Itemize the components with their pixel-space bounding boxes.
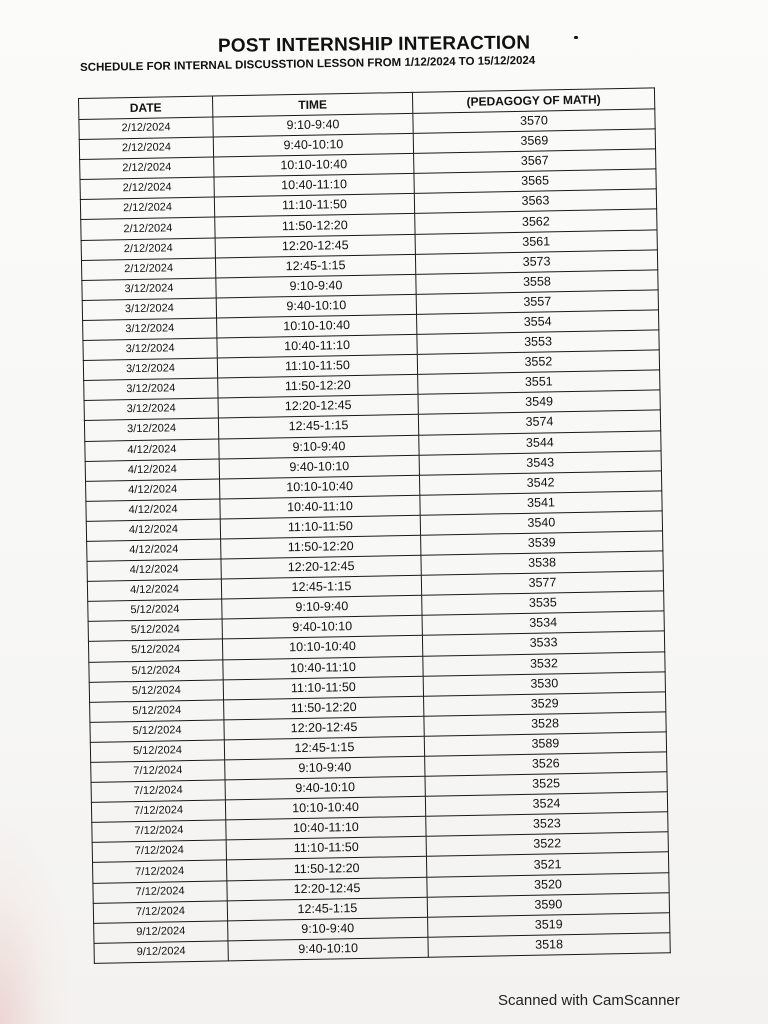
date-cell: 3/12/2024 xyxy=(83,318,217,341)
time-cell: 9:10-9:40 xyxy=(228,917,428,941)
date-cell: 7/12/2024 xyxy=(91,800,225,823)
time-cell: 12:20-12:45 xyxy=(221,555,421,579)
time-cell: 10:40-11:10 xyxy=(220,495,420,519)
date-cell: 4/12/2024 xyxy=(85,459,219,482)
time-cell: 9:10-9:40 xyxy=(222,596,422,620)
date-cell: 4/12/2024 xyxy=(87,539,221,562)
code-cell: 3539 xyxy=(421,531,663,556)
date-cell: 7/12/2024 xyxy=(93,880,227,903)
code-cell: 3569 xyxy=(413,129,655,154)
time-cell: 12:20-12:45 xyxy=(224,716,424,740)
date-cell: 7/12/2024 xyxy=(93,860,227,883)
date-cell: 3/12/2024 xyxy=(83,338,217,361)
time-cell: 12:20-12:45 xyxy=(215,234,415,258)
time-cell: 11:50-12:20 xyxy=(218,375,418,399)
code-cell: 3525 xyxy=(425,772,667,797)
date-cell: 5/12/2024 xyxy=(88,639,222,662)
date-cell: 9/12/2024 xyxy=(94,921,228,944)
code-cell: 3563 xyxy=(414,189,656,214)
code-cell: 3567 xyxy=(414,149,656,174)
schedule-table-wrapper xyxy=(78,87,671,963)
date-cell: 4/12/2024 xyxy=(86,499,220,522)
time-cell: 11:50-12:20 xyxy=(224,696,424,720)
time-cell: 9:10-9:40 xyxy=(213,113,413,137)
date-cell: 5/12/2024 xyxy=(88,619,222,642)
date-cell: 2/12/2024 xyxy=(79,117,213,140)
time-cell: 9:40-10:10 xyxy=(222,616,422,640)
header-date: DATE xyxy=(79,96,213,119)
time-cell: 9:10-9:40 xyxy=(219,435,419,459)
time-cell: 11:10-11:50 xyxy=(226,837,426,861)
code-cell: 3551 xyxy=(418,370,660,395)
code-cell: 3554 xyxy=(417,310,659,335)
date-cell: 2/12/2024 xyxy=(81,238,215,261)
date-cell: 4/12/2024 xyxy=(87,559,221,582)
date-cell: 5/12/2024 xyxy=(90,720,224,743)
time-cell: 9:40-10:10 xyxy=(213,133,413,157)
date-cell: 3/12/2024 xyxy=(83,358,217,381)
time-cell: 9:40-10:10 xyxy=(216,294,416,318)
time-cell: 11:50-12:20 xyxy=(226,857,426,881)
code-cell: 3573 xyxy=(415,250,657,275)
time-cell: 12:45-1:15 xyxy=(221,575,421,599)
date-cell: 2/12/2024 xyxy=(80,197,214,220)
ink-dot xyxy=(574,36,578,39)
document-title: POST INTERNSHIP INTERACTION xyxy=(217,32,531,57)
date-cell: 3/12/2024 xyxy=(82,298,216,321)
code-cell: 3562 xyxy=(415,209,657,234)
date-cell: 7/12/2024 xyxy=(92,820,226,843)
code-cell: 3570 xyxy=(413,109,655,134)
time-cell: 10:10-10:40 xyxy=(225,796,425,820)
code-cell: 3561 xyxy=(415,229,657,254)
schedule-table xyxy=(78,87,671,963)
code-cell: 3577 xyxy=(421,571,663,596)
time-cell: 12:45-1:15 xyxy=(218,415,418,439)
time-cell: 10:10-10:40 xyxy=(222,636,422,660)
time-cell: 11:50-12:20 xyxy=(221,535,421,559)
date-cell: 7/12/2024 xyxy=(91,760,225,783)
date-cell: 9/12/2024 xyxy=(94,941,228,964)
time-cell: 10:40-11:10 xyxy=(217,334,417,358)
date-cell: 4/12/2024 xyxy=(86,519,220,542)
time-cell: 12:20-12:45 xyxy=(218,395,418,419)
time-cell: 10:40-11:10 xyxy=(214,174,414,198)
header-time: TIME xyxy=(212,92,412,117)
code-cell: 3522 xyxy=(426,832,668,857)
time-cell: 10:40-11:10 xyxy=(226,817,426,841)
date-cell: 5/12/2024 xyxy=(90,740,224,763)
time-cell: 9:10-9:40 xyxy=(225,756,425,780)
date-cell: 2/12/2024 xyxy=(80,177,214,200)
code-cell: 3565 xyxy=(414,169,656,194)
time-cell: 9:40-10:10 xyxy=(228,937,428,961)
code-cell: 3529 xyxy=(424,692,666,717)
code-cell: 3526 xyxy=(425,752,667,777)
code-cell: 3574 xyxy=(418,410,660,435)
time-cell: 9:10-9:40 xyxy=(216,274,416,298)
code-cell: 3540 xyxy=(420,511,662,536)
date-cell: 5/12/2024 xyxy=(89,680,223,703)
code-cell: 3521 xyxy=(426,852,668,877)
time-cell: 12:20-12:45 xyxy=(227,877,427,901)
code-cell: 3553 xyxy=(417,330,659,355)
time-cell: 10:10-10:40 xyxy=(217,314,417,338)
date-cell: 3/12/2024 xyxy=(84,418,218,441)
code-cell: 3534 xyxy=(422,611,664,636)
date-cell: 2/12/2024 xyxy=(80,157,214,180)
code-cell: 3549 xyxy=(418,390,660,415)
time-cell: 11:10-11:50 xyxy=(220,515,420,539)
time-cell: 11:10-11:50 xyxy=(214,194,414,218)
date-cell: 2/12/2024 xyxy=(81,258,215,281)
code-cell: 3520 xyxy=(427,872,669,897)
date-cell: 4/12/2024 xyxy=(87,579,221,602)
time-cell: 11:10-11:50 xyxy=(223,676,423,700)
date-cell: 2/12/2024 xyxy=(81,217,215,240)
time-cell: 12:45-1:15 xyxy=(224,736,424,760)
date-cell: 5/12/2024 xyxy=(88,599,222,622)
date-cell: 5/12/2024 xyxy=(90,700,224,723)
time-cell: 9:40-10:10 xyxy=(225,776,425,800)
code-cell: 3542 xyxy=(419,471,661,496)
header-pedagogy: (PEDAGOGY OF MATH) xyxy=(412,88,654,113)
code-cell: 3528 xyxy=(424,712,666,737)
date-cell: 5/12/2024 xyxy=(89,659,223,682)
code-cell: 3538 xyxy=(421,551,663,576)
code-cell: 3533 xyxy=(422,631,664,656)
code-cell: 3543 xyxy=(419,450,661,475)
time-cell: 11:50-12:20 xyxy=(215,214,415,238)
time-cell: 9:40-10:10 xyxy=(219,455,419,479)
time-cell: 12:45-1:15 xyxy=(215,254,415,278)
camscanner-footer: Scanned with CamScanner xyxy=(498,992,680,1009)
date-cell: 3/12/2024 xyxy=(84,398,218,421)
time-cell: 12:45-1:15 xyxy=(227,897,427,921)
time-cell: 10:10-10:40 xyxy=(219,475,419,499)
date-cell: 3/12/2024 xyxy=(82,278,216,301)
date-cell: 7/12/2024 xyxy=(93,901,227,924)
time-cell: 10:10-10:40 xyxy=(214,154,414,178)
date-cell: 7/12/2024 xyxy=(91,780,225,803)
date-cell: 7/12/2024 xyxy=(92,840,226,863)
document-subtitle: SCHEDULE FOR INTERNAL DISCUSSTION LESSON FROM 1/12/2024 TO 15/12/2024 xyxy=(80,54,536,74)
code-cell: 3530 xyxy=(423,671,665,696)
time-cell: 11:10-11:50 xyxy=(217,354,417,378)
code-cell: 3590 xyxy=(427,892,669,917)
date-cell: 2/12/2024 xyxy=(79,137,213,160)
code-cell: 3519 xyxy=(428,913,670,938)
code-cell: 3557 xyxy=(416,290,658,315)
code-cell: 3523 xyxy=(426,812,668,837)
code-cell: 3552 xyxy=(417,350,659,375)
code-cell: 3524 xyxy=(425,792,667,817)
code-cell: 3541 xyxy=(420,491,662,516)
date-cell: 3/12/2024 xyxy=(84,378,218,401)
code-cell: 3544 xyxy=(419,430,661,455)
code-cell: 3558 xyxy=(416,270,658,295)
code-cell: 3535 xyxy=(422,591,664,616)
time-cell: 10:40-11:10 xyxy=(223,656,423,680)
code-cell: 3518 xyxy=(428,933,670,958)
date-cell: 4/12/2024 xyxy=(85,438,219,461)
table-body xyxy=(79,109,670,963)
code-cell: 3532 xyxy=(423,651,665,676)
code-cell: 3589 xyxy=(424,732,666,757)
date-cell: 4/12/2024 xyxy=(86,479,220,502)
